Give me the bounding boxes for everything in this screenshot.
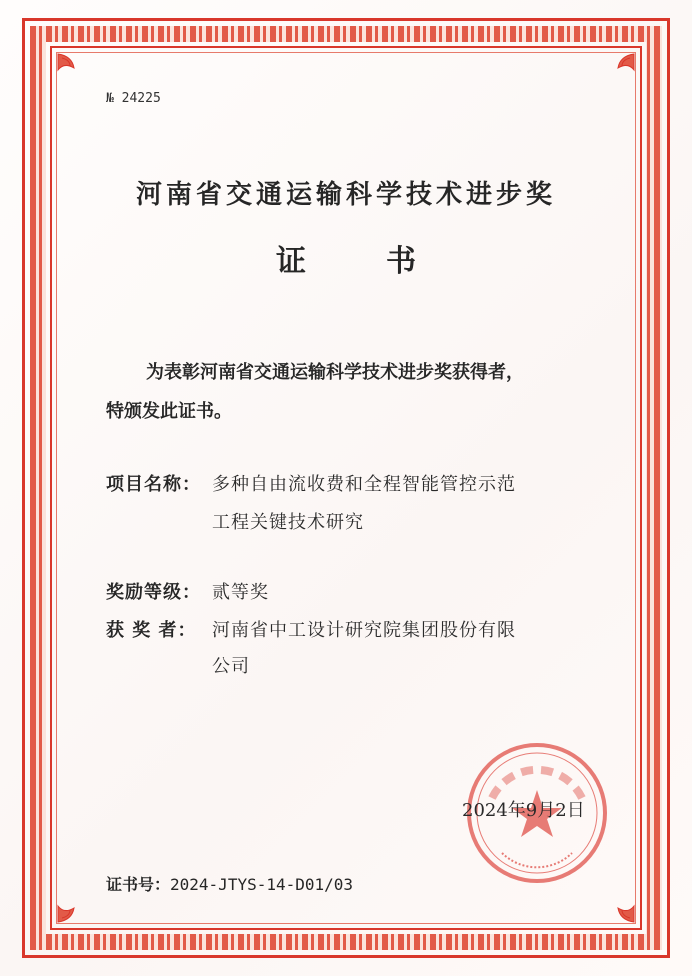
intro-line: 为表彰河南省交通运输科学技术进步奖获得者， bbox=[146, 362, 524, 383]
level-value: 贰等奖 bbox=[212, 582, 269, 603]
corner-ornament-icon bbox=[54, 50, 90, 86]
certificate-title bbox=[0, 236, 692, 280]
winner-value-cont: 公司 bbox=[212, 656, 250, 677]
certificate-title-char: 书 bbox=[386, 244, 416, 279]
winner-value: 河南省中工设计研究院集团股份有限 bbox=[212, 620, 516, 641]
winner-label: 获 奖 者： bbox=[106, 620, 197, 641]
corner-ornament-icon bbox=[602, 890, 638, 926]
issue-date: 2024年9月2日 bbox=[462, 800, 585, 821]
project-value-cont: 工程关键技术研究 bbox=[212, 512, 364, 533]
certificate-number bbox=[106, 872, 353, 895]
certificate-number-value: 2024-JTYS-14-D01/03 bbox=[170, 875, 354, 894]
corner-ornament-icon bbox=[54, 890, 90, 926]
serial-number: № 24225 bbox=[106, 91, 161, 106]
certificate-title-char: 证 bbox=[276, 244, 306, 279]
award-title: 河南省交通运输科学技术进步奖 bbox=[135, 180, 556, 210]
level-label: 奖励等级： bbox=[106, 582, 201, 603]
corner-ornament-icon bbox=[602, 50, 638, 86]
intro-line: 特颁发此证书。 bbox=[106, 401, 232, 422]
certificate-number-label: 证书号： bbox=[106, 875, 171, 894]
project-value: 多种自由流收费和全程智能管控示范 bbox=[212, 474, 516, 495]
project-label: 项目名称： bbox=[106, 474, 201, 495]
